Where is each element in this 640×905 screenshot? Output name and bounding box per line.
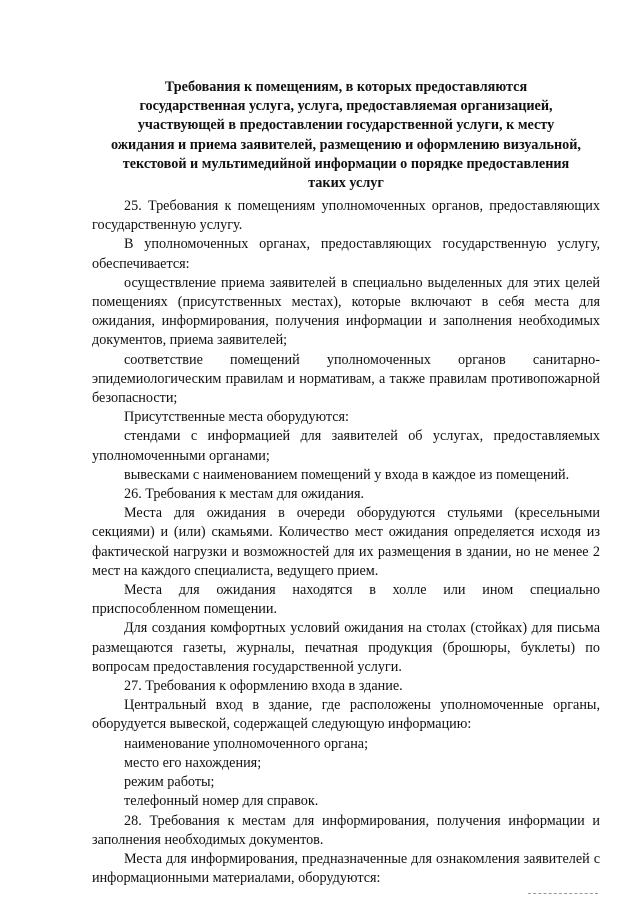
paragraph: Центральный вход в здание, где расположены уполномоченные органы, оборудуется вывеской, содержащей следующую информацию: xyxy=(92,697,600,733)
list-item: стендами с информацией для заявителей об услугах, предоставляемых уполномоченными органами; xyxy=(92,428,600,464)
list-item: телефонный номер для справок. xyxy=(124,793,319,810)
clause-27-title: 27. Требования к оформлению входа в здание. xyxy=(124,678,403,695)
heading-line: участвующей в предоставлении государственной услуги, к месту xyxy=(137,117,555,134)
list-item: осуществление приема заявителей в специально выделенных для этих целей помещениях (присутственных местах), которые включают в себя места для ожидания, информирования, получения информации и заполнения необходимых документов, приема заявителей; xyxy=(92,274,600,349)
heading-line: текстовой и мультимедийной информации о порядке предоставления xyxy=(122,155,570,172)
heading-line: ожидания и приема заявителей, размещению и оформлению визуальной, xyxy=(111,136,581,153)
list-item: наименование уполномоченного органа; xyxy=(124,735,369,752)
heading-line: государственная услуга, услуга, предоставляемая организацией, xyxy=(139,98,553,115)
list-item: соответствие помещений уполномоченных органов санитарно-эпидемиологическим правилам и нормативам, а также правилам противопожарной безопасности; xyxy=(92,351,600,407)
list-item: вывесками с наименованием помещений у входа в каждое из помещений. xyxy=(124,466,570,483)
paragraph: Для создания комфортных условий ожидания на столах (стойках) для письма размещаются газеты, журналы, печатная продукция (брошюры, буклеты) по вопросам предоставления государственной услуги. xyxy=(92,620,600,675)
scan-artifact-line xyxy=(528,893,598,896)
clause-26-title: 26. Требования к местам для ожидания. xyxy=(124,486,365,503)
paragraph: Места для ожидания в очереди оборудуются стульями (кресельными секциями) и (или) скамьями. Количество мест ожидания определяется исходя из фактической нагрузки и возможностей для их размещения в здании, но не менее 2 мест на каждого специалиста, ведущего прием. xyxy=(92,505,600,579)
list-item: режим работы; xyxy=(124,774,215,791)
list-item: место его нахождения; xyxy=(124,754,262,771)
paragraph: Присутственные места оборудуются: xyxy=(124,409,349,426)
clause-25-title: 25. Требования к помещениям уполномоченных органов, предоставляющих государственную услугу. xyxy=(92,198,600,234)
document-body xyxy=(92,197,600,888)
clause-28-title: 28. Требования к местам для информирования, получения информации и заполнения необходимых документов. xyxy=(92,812,600,848)
heading-line: Требования к помещениям, в которых предоставляются xyxy=(164,79,528,95)
heading-line: таких услуг xyxy=(308,175,384,192)
paragraph: Места для информирования, предназначенные для ознакомления заявителей с информационными материалами, оборудуются: xyxy=(92,850,600,887)
paragraph: В уполномоченных органах, предоставляющих государственную услугу, обеспечивается: xyxy=(92,236,600,272)
section-heading xyxy=(92,78,600,193)
paragraph: Места для ожидания находятся в холле или ином специально приспособленном помещении. xyxy=(92,582,600,618)
